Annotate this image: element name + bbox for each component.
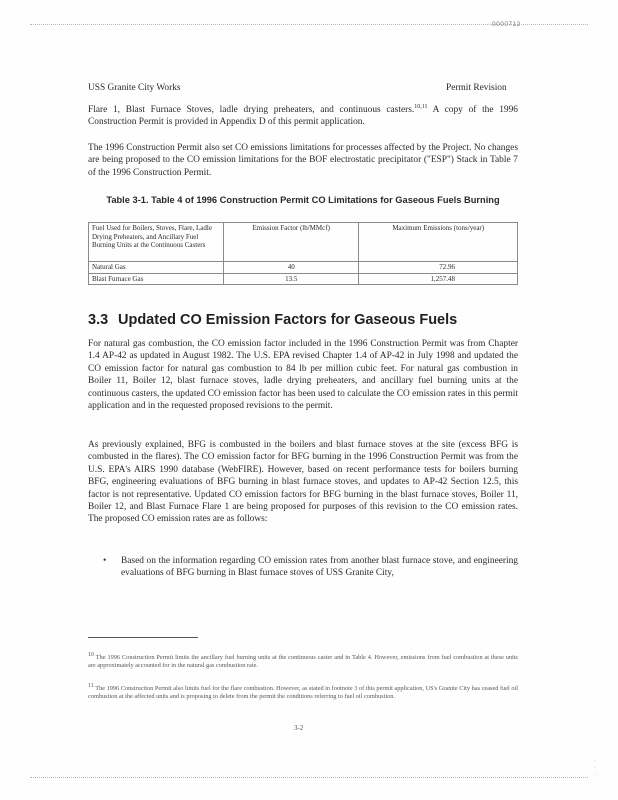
cell-factor: 13.5 bbox=[224, 273, 359, 285]
col-header-emission-factor: Emission Factor (lb/MMcf) bbox=[224, 223, 359, 262]
scan-edge-marks: · · · bbox=[594, 758, 596, 778]
header-facility: USS Granite City Works bbox=[88, 83, 181, 93]
co-limitations-table bbox=[88, 222, 518, 285]
table-caption: Table 3-1. Table 4 of 1996 Construction Permit CO Limitations for Gaseous Fuels Burning bbox=[106, 195, 500, 205]
col-header-max-emissions: Maximum Emissions (tons/year) bbox=[359, 223, 518, 262]
section-title: Updated CO Emission Factors for Gaseous Fuels bbox=[118, 312, 458, 328]
col-header-fuel: Fuel Used for Boilers, Stoves, Flare, Ladle Drying Preheaters, and Ancillary Fuel Burning Units at the Continuous Casters bbox=[89, 223, 224, 262]
bates-number: 0000712 bbox=[492, 21, 521, 28]
footnote-11 bbox=[88, 682, 518, 701]
cell-max: 1,257.48 bbox=[359, 273, 518, 285]
table-header-row bbox=[89, 223, 518, 262]
footnote-10 bbox=[88, 651, 519, 670]
footnote-mark: 10 bbox=[88, 651, 94, 658]
paragraph-continuation bbox=[88, 104, 518, 129]
table-row bbox=[89, 262, 518, 274]
scan-bottom-border bbox=[30, 777, 588, 778]
bullet-icon: • bbox=[103, 556, 107, 566]
paragraph-natural-gas: For natural gas combustion, the CO emission factor included in the 1996 Construction Permit was from Chapter 1.4 AP-42 as updated in August 1982. The U.S. EPA revised Chapter 1.4 of AP-42 in July 1998 and updated the CO emission factor for natural gas combustion to 84 lb per million cubic feet. For natural gas combustion in Boiler 11, Boiler 12, blast furnace stoves, ladle drying preheaters, and ancillary fuel burning units at the continuous casters, the updated CO emission factor has been used to calculate the CO emission rates in this permit application and in the requested proposed revisions to the permit. bbox=[88, 339, 518, 412]
paragraph-bfg: As previously explained, BFG is combusted in the boilers and blast furnace stoves at the site (excess BFG is combusted in the flares). The CO emission factor for BFG burning in the 1996 Construction Permit was from the U.S. EPA's AIRS 1990 database (WebFIRE). However, based on recent performance tests for boilers burning BFG, engineering evaluations of BFG burning in blast furnace stoves, and updates to AP-42 Section 12.5, this factor is not representative. Updated CO emission factors for BFG burning in the blast furnace stoves, Boiler 11, Boiler 12, and Blast Furnace Flare 1 are being proposed for purposes of this revision to the CO emission rates. The proposed CO emission rates are as follows: bbox=[88, 440, 518, 525]
cell-fuel: Blast Furnace Gas bbox=[89, 273, 224, 285]
page-number: 3-2 bbox=[294, 724, 304, 732]
footnote-text: The 1996 Construction Permit limits the ancillary fuel burning units at the continuous caster and in Table 4. However, emissions from fuel combustion at these units are approximately accounted for in the natural gas combustion rate. bbox=[88, 654, 519, 669]
paragraph-continuation-text: Flare 1, Blast Furnace Stoves, ladle drying preheaters, and continuous casters. bbox=[88, 105, 415, 115]
cell-fuel: Natural Gas bbox=[89, 262, 224, 274]
footnote-mark: 11 bbox=[88, 682, 94, 689]
section-number: 3.3 bbox=[88, 312, 109, 328]
footnote-ref-10-11: 10,11 bbox=[414, 103, 428, 110]
footnote-separator bbox=[88, 637, 198, 638]
header-doc-type: Permit Revision bbox=[446, 83, 507, 93]
paragraph-1996-permit: The 1996 Construction Permit also set CO emissions limitations for processes affected by the Project. No changes are being proposed to the CO emission limitations for the BOF electrostatic precipitator ("ESP") Stack in Table 7 of the 1996 Construction Permit. bbox=[88, 143, 518, 178]
bullet-text: Based on the information regarding CO emission rates from another blast furnace stove, and engineering evaluations of BFG burning in Blast furnace stoves of USS Granite City, bbox=[121, 556, 518, 579]
paragraph-continuation-end: A copy of the 1996 Construction Permit is provided in Appendix D of this permit application. bbox=[88, 105, 518, 128]
section-heading bbox=[88, 311, 457, 329]
footnote-text: The 1996 Construction Permit also limits fuel for the flare combustion. However, as stated in footnote 3 of this permit application, US's Granite City has ceased fuel oil combustion at the affected units and is proposing to delete from the permit the conditions referring to fuel oil combustion. bbox=[88, 685, 518, 700]
cell-factor: 40 bbox=[224, 262, 359, 274]
cell-max: 72.96 bbox=[359, 262, 518, 274]
table-row bbox=[89, 273, 518, 285]
